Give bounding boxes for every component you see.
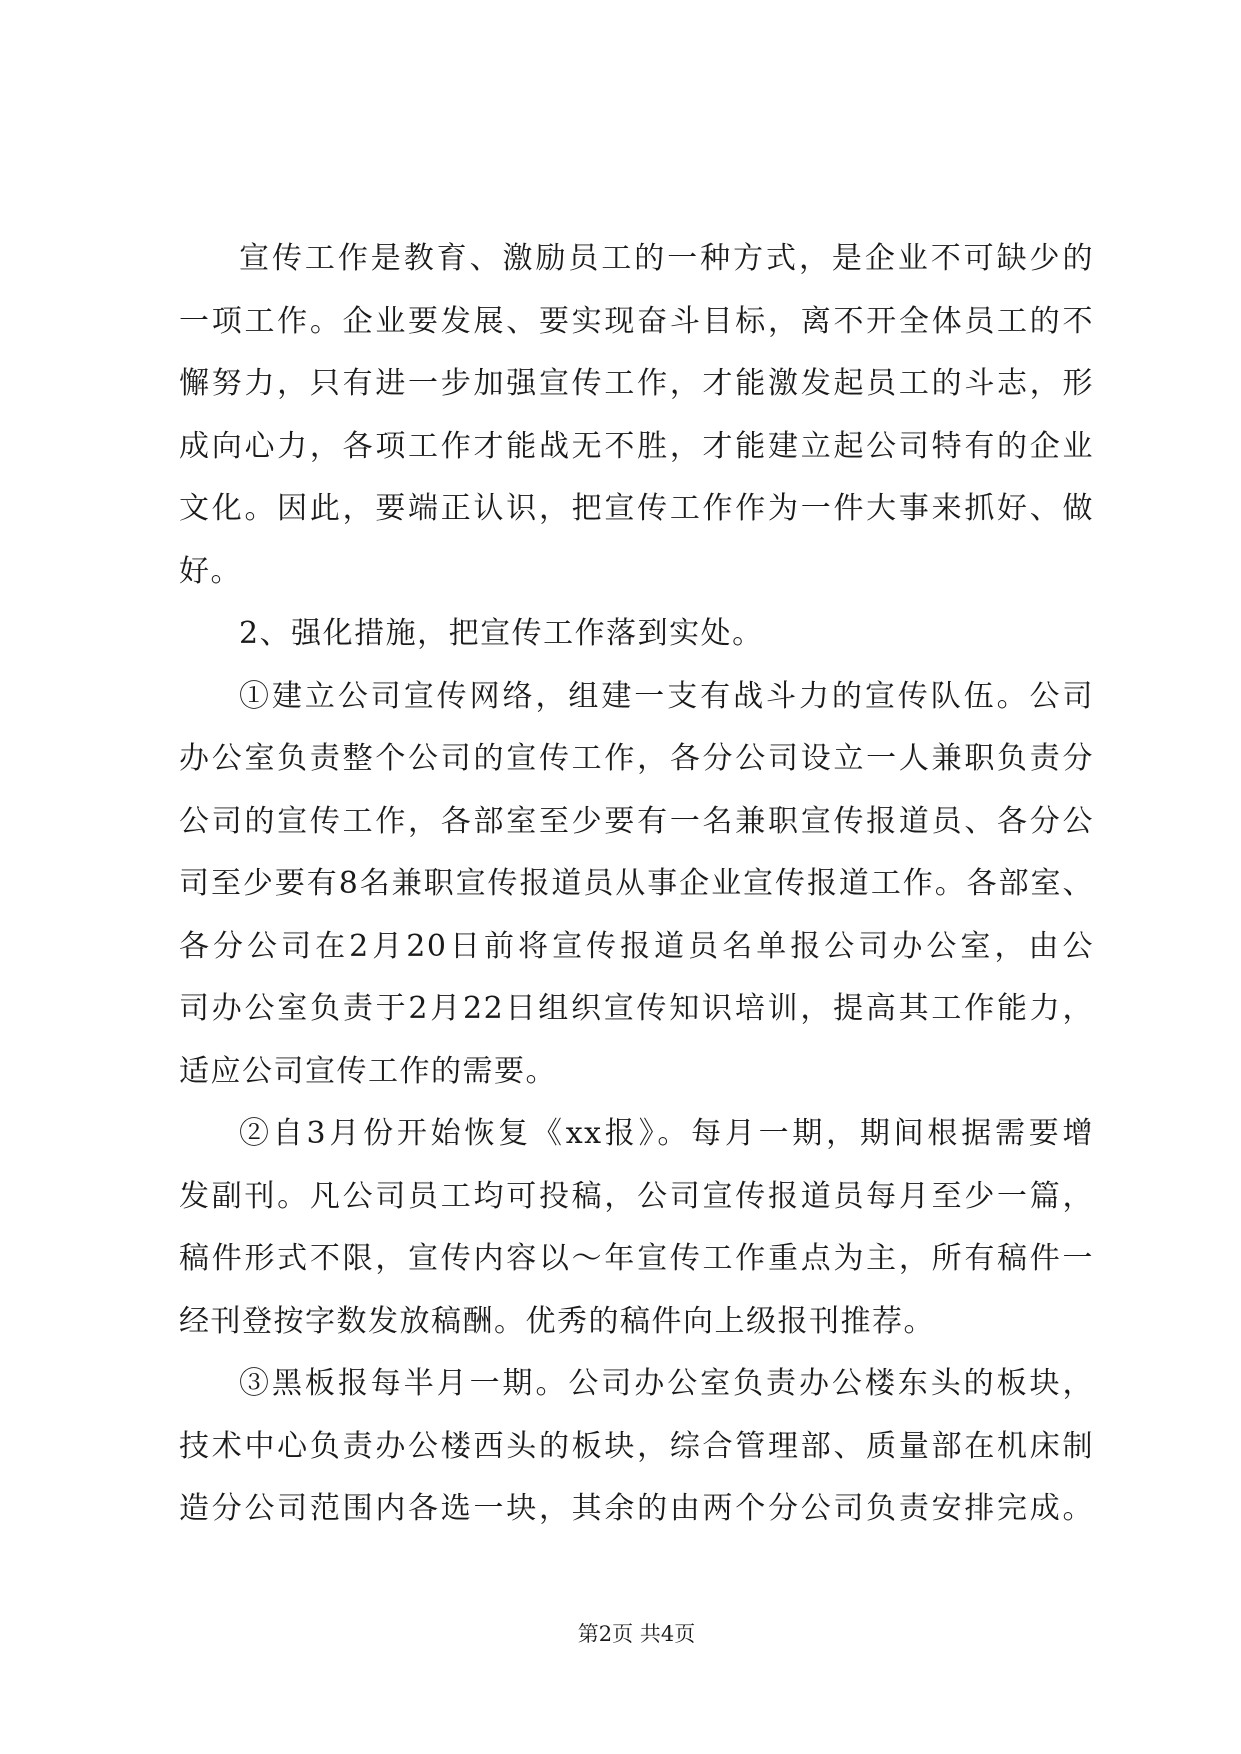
paragraph-line: 公司的宣传工作，各部室至少要有一名兼职宣传报道员、各分公: [179, 803, 1094, 839]
section-heading: [179, 603, 1094, 666]
paragraph-line: 造分公司范围内各选一块，其余的由两个分公司负责安排完成。: [179, 1491, 1094, 1526]
paragraph-item-1: [179, 666, 1094, 1104]
paragraph-line: 司至少要有8名兼职宣传报道员从事企业宣传报道工作。各部室、: [179, 866, 1094, 901]
paragraph-line: 适应公司宣传工作的需要。: [179, 1053, 557, 1089]
paragraph-line: 一项工作。企业要发展、要实现奋斗目标，离不开全体员工的不: [179, 303, 1094, 339]
paragraph-line: 成向心力，各项工作才能战无不胜，才能建立起公司特有的企业: [179, 428, 1094, 464]
paragraph-line: ③黑板报每半月一期。公司办公室负责办公楼东头的板块，: [239, 1366, 1094, 1401]
paragraph-importance: [179, 228, 1094, 603]
paragraph-line: 文化。因此，要端正认识，把宣传工作作为一件大事来抓好、做: [179, 491, 1094, 526]
paragraph-line: 发副刊。凡公司员工均可投稿，公司宣传报道员每月至少一篇，: [179, 1178, 1094, 1214]
page-footer: [179, 1620, 1094, 1648]
paragraph-line: 宣传工作是教育、激励员工的一种方式，是企业不可缺少的: [239, 241, 1094, 276]
paragraph-line: ②自3月份开始恢复《xx报》。每月一期，期间根据需要增: [239, 1116, 1094, 1151]
paragraph-line: ①建立公司宣传网络，组建一支有战斗力的宣传队伍。公司: [239, 678, 1094, 714]
paragraph-line: 技术中心负责办公楼西头的板块，综合管理部、质量部在机床制: [179, 1428, 1094, 1464]
paragraph-line: 各分公司在2月20日前将宣传报道员名单报公司办公室，由公: [179, 928, 1094, 964]
paragraph-line: 办公室负责整个公司的宣传工作，各分公司设立一人兼职负责分: [179, 741, 1094, 776]
page-number: 第2页 共4页: [577, 1622, 696, 1646]
paragraph-line: 司办公室负责于2月22日组织宣传知识培训，提高其工作能力，: [179, 991, 1094, 1026]
paragraph-line: 懈努力，只有进一步加强宣传工作，才能激发起员工的斗志，形: [179, 366, 1094, 401]
paragraph-line: 好。: [179, 553, 242, 589]
paragraph-item-3: [179, 1353, 1094, 1541]
paragraph-item-2: [179, 1103, 1094, 1353]
body-text: [179, 228, 1094, 1541]
paragraph-line: 稿件形式不限，宣传内容以～年宣传工作重点为主，所有稿件一: [179, 1241, 1094, 1276]
paragraph-line: 经刊登按字数发放稿酬。优秀的稿件向上级报刊推荐。: [179, 1303, 935, 1339]
paragraph-line: 2、强化措施，把宣传工作落到实处。: [239, 616, 764, 651]
